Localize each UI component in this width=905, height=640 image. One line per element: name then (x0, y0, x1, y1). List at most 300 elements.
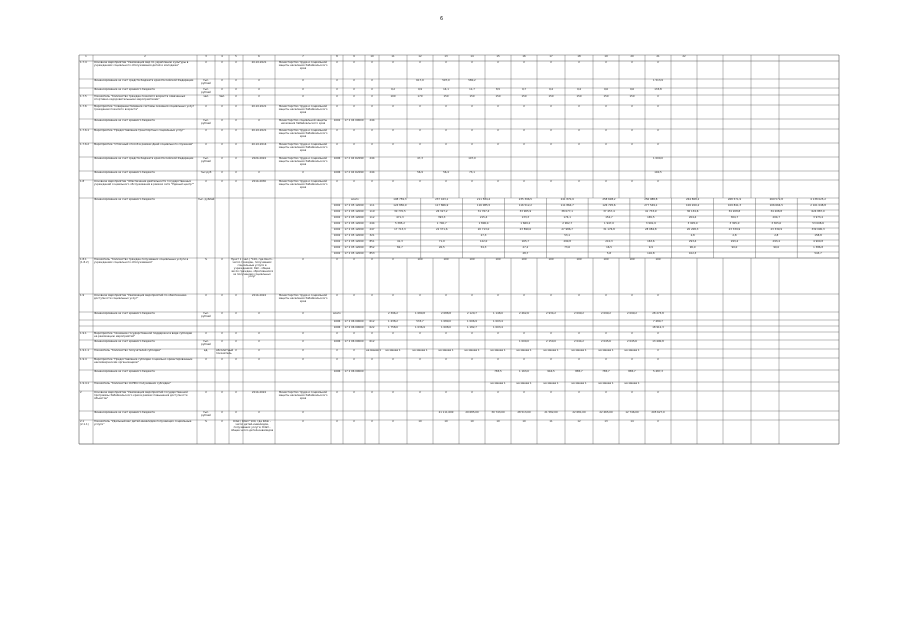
row-value: X (631, 61, 633, 64)
budget-code: 1002 (333, 252, 341, 255)
row-value: X (353, 258, 355, 261)
budget-value: 36 134,6 (686, 210, 699, 213)
budget-value: 293,4 (772, 240, 780, 243)
row-base: X (235, 129, 237, 132)
budget-total-value: 258 608,2 (602, 198, 616, 201)
row-unit: чел. (203, 95, 209, 98)
row-value: X (353, 420, 355, 423)
header-number: 11 (391, 55, 395, 58)
row-value: 100 (495, 258, 501, 261)
row-value: X (471, 332, 473, 335)
row-date: X (258, 411, 260, 414)
row-unit: % (204, 258, 208, 261)
row-value: 12 746,00 (625, 411, 639, 414)
row-date: X (258, 119, 260, 122)
row-value: X (336, 129, 338, 132)
budget-value: 117 866,9 (435, 204, 449, 207)
row-name: Финансирование за счет краевого бюджета (94, 88, 155, 91)
budget-value: 165,7 (521, 240, 530, 243)
row-number: 2.1 (2.1.1) (80, 420, 89, 426)
budget-code: 1002 (333, 240, 341, 243)
row-value: X (578, 61, 580, 64)
budget-value: 290,8 (563, 240, 571, 243)
row-unit: X (205, 391, 207, 394)
budget-kcsr: 17 2 05 12090 (344, 234, 364, 237)
budget-total-value: 241 870,9 (560, 198, 574, 201)
row-value (434, 371, 458, 381)
row-value: X (392, 180, 394, 183)
row-value: X (605, 61, 607, 64)
budget-unit: тыс. рублей (198, 198, 215, 201)
budget-value: 22 371,6 (435, 228, 448, 231)
row-value: 1 008,0 (441, 326, 451, 329)
row-executor: Министерство труда и социальной защиты населения Забайкальского края (278, 180, 328, 189)
row-value (344, 313, 364, 319)
row-value: 2 045,6 (627, 340, 637, 343)
budget-value (715, 253, 755, 258)
budget-value: 90,0 (731, 246, 738, 249)
row-number: 1.9.4 (80, 358, 87, 361)
budget-value: 126 705,6 (602, 204, 616, 207)
row-value: X (497, 143, 499, 146)
budget-value: 28 084,8 (645, 228, 657, 231)
row-value: 150 (629, 95, 635, 98)
row-value: 107,0 (468, 157, 476, 160)
row-base: X (235, 79, 237, 82)
row-value: X (657, 332, 659, 335)
row-value: X (353, 358, 355, 361)
row-value: X (371, 294, 373, 297)
row-value: 170 (417, 95, 423, 98)
row-value (380, 371, 406, 381)
row-value: 150 (443, 95, 449, 98)
row-value: 9,4 (548, 88, 554, 91)
row-value (366, 383, 378, 390)
row-name: Финансирование за счет краевого бюджета (94, 370, 155, 373)
row-value: не менее 1 (516, 349, 532, 352)
header-number: 9 (353, 55, 355, 58)
header-number: 21 (656, 55, 660, 58)
budget-value: 293,4 (688, 240, 697, 243)
row-date: X (258, 95, 260, 98)
row-name: Основное мероприятие "Реализация мероприятий государственной программы Забайкальского края в рамках повышения доступности объектов" (94, 391, 188, 400)
row-unit: тыс. рублей (201, 157, 211, 163)
row-value (434, 158, 458, 170)
row-value: 1 513,9 (653, 79, 663, 82)
row-value: 612 (369, 340, 375, 343)
row-value: X (550, 105, 552, 108)
row-value: 100 (603, 258, 609, 261)
row-value (538, 158, 564, 170)
row-value: 30 743,00 (491, 411, 505, 414)
row-value: X (497, 61, 499, 64)
row-value: 783,5 (494, 370, 502, 373)
row-value: 1 003,4 (493, 326, 503, 329)
budget-total-value: 211 584,4 (476, 198, 491, 201)
row-value (646, 383, 670, 390)
row-name: Основное мероприятие "Обеспечение деятельности государственных учреждений социального обслуживания в рамках сети "Единый центр"" (94, 180, 195, 186)
row-base: X (235, 411, 237, 414)
row-value: 100 (655, 258, 661, 261)
row-value (486, 80, 510, 87)
row-value: 597,0 (442, 79, 450, 82)
header-number: 16 (522, 55, 526, 58)
budget-value: 27 986,7 (561, 228, 573, 231)
row-value (594, 327, 618, 331)
row-number: 1.8 (80, 180, 85, 183)
budget-total-value: 237 163,1 (435, 198, 449, 201)
row-value: не менее 1 (412, 349, 428, 352)
row-value: 1 036,9 (415, 326, 425, 329)
row-value: X (605, 358, 607, 361)
row-value: 1 006,9 (467, 320, 477, 323)
row-value: 29 685,00 (465, 411, 479, 414)
row-value: 2 934,2 (546, 312, 556, 315)
header-number: 8 (336, 55, 338, 58)
header-number: 7 (302, 55, 304, 58)
budget-kcsr: 17 2 05 12090 (344, 222, 364, 225)
row-value: X (605, 332, 607, 335)
row-name: Основное мероприятие "Реализация мер по укреплению культуры в учреждениях социального обслуживания детей и молодежи" (94, 61, 189, 67)
budget-value: 102,3 (688, 252, 697, 255)
budget-value: 124 856,0 (393, 204, 407, 207)
row-value: 13 490,8 (652, 340, 664, 343)
row-value: X (471, 358, 473, 361)
budget-value: 163,6 (647, 240, 655, 243)
row-value: 2 462,6 (519, 312, 529, 315)
budget-value: 2 101 048,8 (810, 204, 826, 207)
budget-vr: 244 (369, 222, 375, 225)
row-method: Чел. (219, 95, 225, 98)
row-value: 18 912,3 (652, 326, 664, 329)
row-value: 2 099,2 (627, 312, 637, 315)
row-value: X (353, 61, 355, 64)
row-method: X (221, 180, 223, 183)
budget-value: 5 385,2 (394, 222, 405, 225)
row-date (244, 327, 274, 331)
row-value: 11,7 (469, 88, 475, 91)
row-number: 1.7.4 (80, 61, 87, 64)
row-value (566, 327, 592, 331)
budget-value: 31 176,8 (603, 228, 615, 231)
row-base: X (235, 312, 237, 315)
budget-value: 152,7 (605, 216, 613, 219)
row-base: X (235, 88, 237, 91)
row-value: 100 (417, 258, 423, 261)
row-value (646, 120, 670, 128)
row-executor: Министерство труда и социальной защиты населения Забайкальского края (278, 391, 328, 400)
budget-vr: 852 (369, 246, 375, 249)
row-value: X (419, 180, 421, 183)
row-value: 13 (604, 420, 608, 423)
row-value: X (523, 332, 525, 335)
row-value: X (336, 143, 338, 146)
row-number: 1.7.5 (80, 95, 87, 98)
row-value: 56,9 (417, 171, 423, 174)
budget-value: 204,7 (772, 216, 780, 219)
row-unit (198, 371, 214, 381)
row-method: X (221, 258, 223, 261)
row-number: 1.7.6.2 (80, 143, 90, 146)
row-value: 1 000,0 (653, 157, 663, 160)
row-value (366, 412, 378, 419)
row-value: 150 (469, 95, 475, 98)
row-value: 1 000,0 (519, 340, 529, 343)
row-base (230, 383, 242, 390)
row-value (460, 341, 484, 348)
row-value: 785,7 (602, 370, 610, 373)
row-method: X (221, 391, 223, 394)
row-value: 9,6 (603, 88, 609, 91)
row-value: X (657, 129, 659, 132)
row-value (538, 327, 564, 331)
row-value: X (445, 294, 447, 297)
row-value: X (353, 349, 355, 352)
row-method: X (221, 129, 223, 132)
budget-value: 73,6 (564, 246, 571, 249)
row-method: X (221, 105, 223, 108)
row-value: X (419, 332, 421, 335)
row-value: не менее 1 (385, 349, 401, 352)
budget-value: 23 339,9 (728, 228, 741, 231)
row-value: 1 163,0 (519, 370, 529, 373)
budget-value: 3 973,4 (813, 216, 824, 219)
row-value: X (371, 358, 373, 361)
row-unit: % (204, 420, 208, 423)
row-name: Показатель "Количество получателей субсидии" (94, 349, 162, 352)
row-name: Финансирование за счет средств бюджета края Российской Федерации (94, 157, 194, 160)
row-value: X (497, 180, 499, 183)
row-executor: X (302, 171, 304, 174)
row-method: X (221, 358, 223, 361)
row-value (538, 80, 564, 87)
row-value: X (497, 391, 499, 394)
row-value: 2 045,6 (601, 340, 611, 343)
row-value: не менее 1 (571, 382, 587, 385)
row-value: 17 2 06 00000 (344, 340, 364, 343)
budget-value: 1 806,4 (478, 222, 489, 225)
row-value (408, 371, 432, 381)
row-value (332, 412, 342, 419)
row-value: 1006 (333, 171, 341, 174)
row-value: X (371, 258, 373, 261)
row-executor (276, 327, 330, 331)
budget-value: 71,9 (438, 240, 445, 243)
row-value: 1 758,0 (388, 326, 398, 329)
row-value: X (445, 129, 447, 132)
budget-value: 5,8 (606, 252, 612, 255)
budget-value: 31 767,4 (477, 210, 490, 213)
row-value: X (419, 143, 421, 146)
row-date: 20.10.2021 (251, 61, 267, 64)
row-value: X (497, 129, 499, 132)
budget-vr: 321 (369, 234, 375, 237)
row-value (538, 321, 564, 325)
row-value: X (371, 129, 373, 132)
budget-value (547, 253, 587, 258)
row-value: X (392, 391, 394, 394)
row-value: X (657, 143, 659, 146)
row-base: X (235, 119, 237, 122)
row-date: 2024-2024 (251, 157, 267, 160)
row-value: X (605, 391, 607, 394)
row-value: X (353, 79, 355, 82)
row-value: X (336, 88, 338, 91)
row-value (380, 158, 406, 170)
row-base (230, 371, 242, 381)
row-method: Абсолютный показатель (216, 349, 234, 355)
budget-value: 34 208,8 (770, 210, 783, 213)
row-base (230, 327, 242, 331)
budget-kcsr: 17 2 05 12090 (344, 216, 364, 219)
budget-value: 82,7 (397, 246, 403, 249)
header-number: 17 (549, 55, 553, 58)
row-value: X (605, 129, 607, 132)
row-value: X (392, 105, 394, 108)
row-date: X (258, 332, 260, 335)
budget-kcsr: 17 2 05 12090 (344, 228, 364, 231)
row-value: 2 099,2 (601, 312, 611, 315)
row-base: X (235, 294, 237, 297)
row-value (380, 412, 406, 419)
row-value (620, 172, 644, 179)
header-number: 4 (221, 55, 223, 58)
row-name: Финансирование за счет краевого бюджета (94, 171, 155, 174)
header-number: 18 (577, 55, 581, 58)
row-value: 7 480,7 (653, 320, 663, 323)
row-value: X (445, 358, 447, 361)
row-value: 1006 (333, 157, 341, 160)
row-number (80, 313, 92, 319)
row-value: 133,8 (654, 88, 662, 91)
row-executor: Министерство труда и социальной защиты населения Забайкальского края (278, 157, 328, 166)
row-value: не менее 1 (543, 349, 559, 352)
row-value: X (353, 105, 355, 108)
budget-value: 109 841,3 (727, 204, 742, 207)
header-number: 1 (85, 55, 87, 58)
row-value: 580,2 (468, 79, 476, 82)
row-number (80, 341, 92, 348)
row-value: X (631, 143, 633, 146)
row-value: 73,1 (469, 171, 475, 174)
row-value: 17 2 04 R2090 (344, 157, 364, 160)
row-value (594, 158, 618, 170)
budget-value: 543,7 (814, 252, 822, 255)
header-number: 3 (205, 55, 207, 58)
row-formula: Пункт 1 (чел.) *100, где Rsum - число граждан, получивших социальные услуги в учреждениях; Rall - общее число граждан, обратившихся за получением социальных услуг (230, 258, 274, 279)
row-name: Показатель "Количество граждан пожилого возраста охваченных спортивно-оздоровительными мероприятиями" (94, 95, 186, 101)
row-value: X (550, 294, 552, 297)
row-name: Финансирование за счет краевого бюджета (94, 411, 155, 414)
row-number: 1.7.6 (80, 105, 87, 108)
row-executor (276, 383, 330, 390)
row-value: X (471, 105, 473, 108)
row-value: X (578, 105, 580, 108)
row-method: X (221, 119, 223, 122)
row-executor: Министерство труда и социальной защиты населения Забайкальского края (278, 294, 328, 303)
header-number: 22 (682, 55, 686, 58)
row-value: 9,4 (576, 88, 582, 91)
row-value: X (392, 332, 394, 335)
row-value: X (353, 143, 355, 146)
row-value: X (371, 420, 373, 423)
row-name: Мероприятие "Отличный способ в рамках Дней социального служения" (94, 143, 194, 146)
header-number: 12 (418, 55, 422, 58)
row-value: X (371, 95, 373, 98)
row-value: X (445, 391, 447, 394)
row-value: X (471, 61, 473, 64)
row-value: X (371, 79, 373, 82)
row-date: 2014-2024 (251, 391, 267, 394)
row-unit: X (205, 294, 207, 297)
header-number: 10 (370, 55, 374, 58)
row-value: 10 (444, 420, 448, 423)
row-value (460, 383, 484, 390)
row-value: X (392, 61, 394, 64)
row-name (94, 321, 196, 325)
budget-value: 34 208,8 (728, 210, 741, 213)
row-date: 20.10.2021 (251, 105, 267, 108)
row-date (244, 321, 274, 325)
budget-code: 1002 (333, 228, 341, 231)
row-date (244, 383, 274, 390)
row-value: 10 (496, 420, 500, 423)
row-value: X (578, 129, 580, 132)
row-value (380, 120, 406, 128)
row-value (366, 313, 378, 319)
row-value: X (371, 105, 373, 108)
row-executor: X (302, 349, 304, 352)
row-value: 100 (629, 258, 635, 261)
budget-vr: 119 (369, 210, 375, 213)
row-value (408, 412, 432, 419)
row-value (380, 341, 406, 348)
header-number: 15 (496, 55, 500, 58)
row-date: X (258, 358, 260, 361)
budget-value: 27,2 (522, 246, 529, 249)
row-value: X (336, 258, 338, 261)
row-value: 28 513,00 (517, 411, 531, 414)
budget-value: 41 733,9 (645, 210, 657, 213)
row-value (512, 120, 536, 128)
row-value: 9,7 (521, 88, 527, 91)
row-value: 9,9 (417, 88, 423, 91)
row-method: X (221, 411, 223, 414)
budget-value: 37 457,4 (603, 210, 615, 213)
row-name: Финансирование за счет средств бюджета края Российской Федерации (94, 79, 194, 82)
row-value: X (353, 95, 355, 98)
row-value: не менее 1 (624, 349, 640, 352)
row-value (594, 120, 618, 128)
row-number: 1.8.1 (1.8.2) (80, 258, 89, 264)
row-value (620, 80, 644, 87)
row-value: X (578, 143, 580, 146)
budget-value: 3 905,0 (687, 222, 698, 225)
row-value (566, 321, 592, 325)
row-value: X (578, 180, 580, 183)
row-value: не менее 1 (598, 382, 614, 385)
row-name (94, 327, 196, 331)
row-value: X (550, 129, 552, 132)
budget-value: 215,4 (479, 216, 488, 219)
row-value: не менее 1 (516, 382, 532, 385)
row-value: 17 2 06 00000 (344, 326, 364, 329)
row-executor: Министерство труда и социальной защиты населения Забайкальского края (278, 143, 328, 152)
budget-value: 624 887,0 (811, 210, 825, 213)
row-date: 2014-2030 (251, 180, 267, 183)
row-value: X (392, 129, 394, 132)
budget-total-value: 268 571,9 (727, 198, 742, 201)
